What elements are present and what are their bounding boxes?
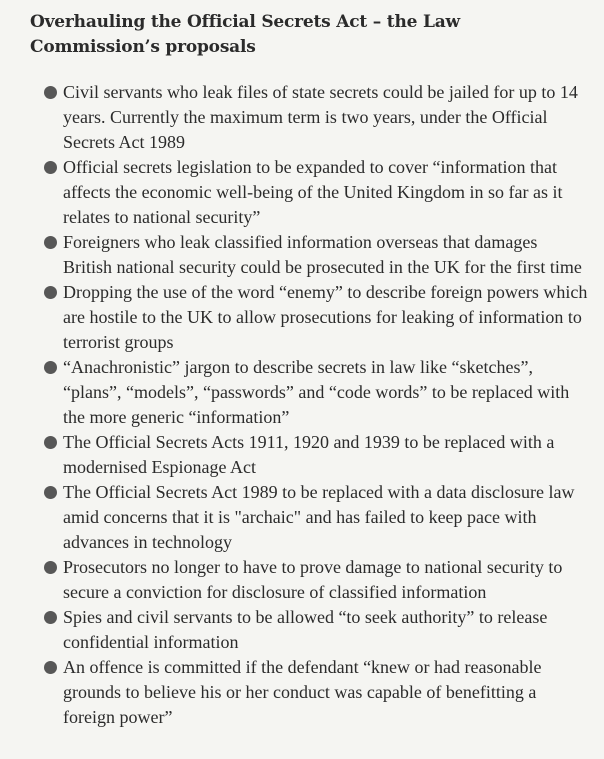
list-item-text: Spies and civil servants to be allowed “to seek authority” to release confidential information — [63, 607, 548, 652]
bullet-icon — [44, 361, 57, 374]
bullet-icon — [44, 486, 57, 499]
bullet-icon — [44, 161, 57, 174]
list-item — [30, 655, 590, 730]
list-item-text: Foreigners who leak classified information overseas that damages British national security could be prosecuted in the UK for the first time — [63, 232, 582, 277]
list-item-text: The Official Secrets Act 1989 to be replaced with a data disclosure law amid concerns that it is "archaic" and has failed to keep pace with advances in technology — [63, 482, 575, 552]
list-item-text: Civil servants who leak files of state secrets could be jailed for up to 14 years. Currently the maximum term is two years, under the Official Secrets Act 1989 — [63, 82, 578, 152]
proposals-list — [30, 80, 590, 730]
list-item-text: “Anachronistic” jargon to describe secrets in law like “sketches”, “plans”, “models”, “passwords” and “code words” to be replaced with the more generic “information” — [63, 357, 570, 427]
list-item — [30, 230, 590, 280]
list-item-text: The Official Secrets Acts 1911, 1920 and 1939 to be replaced with a modernised Espionage Act — [63, 432, 555, 477]
factbox-heading: Overhauling the Official Secrets Act – the Law Commission’s proposals — [30, 12, 460, 57]
list-item-text: Prosecutors no longer to have to prove damage to national security to secure a conviction for disclosure of classified information — [63, 557, 563, 602]
bullet-icon — [44, 611, 57, 624]
bullet-icon — [44, 661, 57, 674]
list-item-text: Official secrets legislation to be expanded to cover “information that affects the economic well-being of the United Kingdom in so far as it relates to national security” — [63, 157, 563, 227]
list-item — [30, 605, 590, 655]
bullet-icon — [44, 86, 57, 99]
bullet-icon — [44, 561, 57, 574]
list-item — [30, 480, 590, 555]
bullet-icon — [44, 436, 57, 449]
list-item — [30, 280, 590, 355]
bullet-icon — [44, 286, 57, 299]
list-item-text: An offence is committed if the defendant “knew or had reasonable grounds to believe his or her conduct was capable of benefitting a foreign power” — [63, 657, 542, 727]
list-item — [30, 355, 590, 430]
list-item — [30, 155, 590, 230]
list-item — [30, 80, 590, 155]
list-item-text: Dropping the use of the word “enemy” to describe foreign powers which are hostile to the UK to allow prosecutions for leaking of information to terrorist groups — [63, 282, 588, 352]
list-item — [30, 555, 590, 605]
bullet-icon — [44, 236, 57, 249]
list-item — [30, 430, 590, 480]
